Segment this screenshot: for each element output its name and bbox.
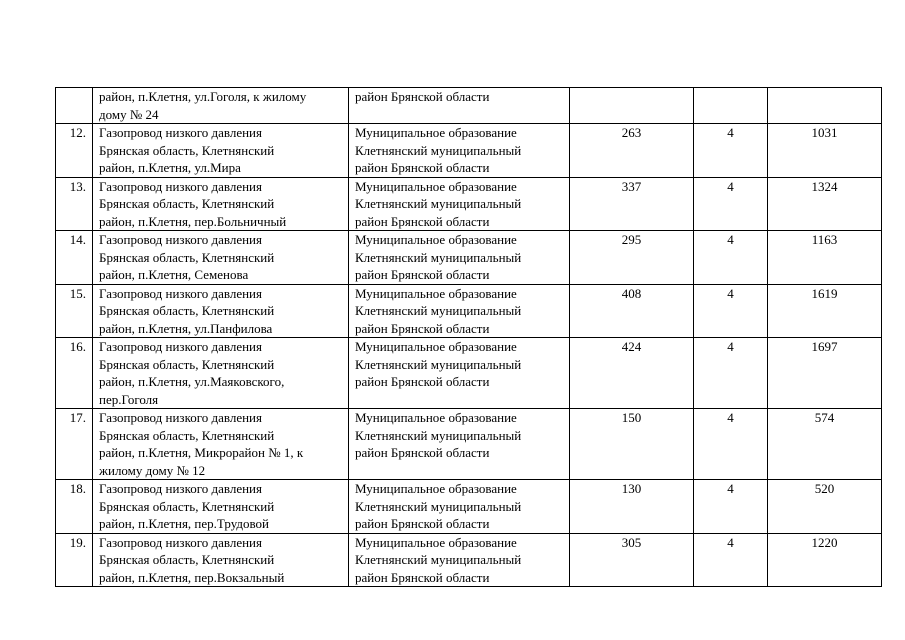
object-name-line: Брянская область, Клетнянский (99, 142, 275, 158)
value-cell: 574 (768, 409, 882, 480)
object-name-line: Газопровод низкого давления (99, 481, 262, 496)
row-number: 19. (56, 533, 93, 587)
owner-line: Муниципальное образование (355, 285, 517, 301)
owner-line: Клетнянский муниципальный (355, 356, 522, 372)
object-name-line: район, п.Клетня, ул.Мира (99, 160, 241, 175)
object-name-line: Брянская область, Клетнянский (99, 196, 275, 211)
diameter-cell: 4 (694, 480, 768, 534)
value-cell: 1697 (768, 338, 882, 409)
length-cell: 263 (570, 124, 694, 178)
diameter-cell: 4 (694, 124, 768, 178)
length-cell (570, 88, 694, 124)
owner-line: Клетнянский муниципальный (355, 249, 522, 265)
object-name-line: Газопровод низкого давления (99, 232, 262, 247)
gas-pipeline-table (55, 87, 882, 587)
table-row (56, 177, 882, 231)
object-name-cell (93, 177, 349, 231)
value-cell: 520 (768, 480, 882, 534)
value-cell (768, 88, 882, 124)
diameter-cell: 4 (694, 409, 768, 480)
table-row (56, 284, 882, 338)
value-cell: 1220 (768, 533, 882, 587)
object-name-cell (93, 124, 349, 178)
object-name-line: Газопровод низкого давления (99, 178, 262, 194)
object-name-line: Газопровод низкого давления (99, 410, 262, 425)
owner-line: Клетнянский муниципальный (355, 303, 522, 318)
owner-cell (349, 231, 570, 285)
owner-cell (349, 409, 570, 480)
value-cell: 1163 (768, 231, 882, 285)
diameter-cell (694, 88, 768, 124)
owner-line: район Брянской области (355, 89, 490, 104)
owner-line: Клетнянский муниципальный (355, 142, 522, 158)
owner-line: Муниципальное образование (355, 481, 517, 496)
object-name-line: район, п.Клетня, Микрорайон № 1, к (99, 445, 304, 460)
object-name-line: Газопровод низкого давления (99, 534, 262, 550)
owner-line: Клетнянский муниципальный (355, 552, 522, 567)
table-row (56, 231, 882, 285)
diameter-cell: 4 (694, 338, 768, 409)
table-row (56, 338, 882, 409)
object-name-line: жилому дому № 12 (99, 462, 206, 478)
owner-line: район Брянской области (355, 569, 490, 585)
value-cell: 1619 (768, 284, 882, 338)
object-name-line: дому № 24 (99, 106, 159, 122)
diameter-cell: 4 (694, 177, 768, 231)
table-body (56, 88, 882, 587)
object-name-cell (93, 231, 349, 285)
row-number: 13. (56, 177, 93, 231)
diameter-cell: 4 (694, 284, 768, 338)
row-number: 12. (56, 124, 93, 178)
row-number: 17. (56, 409, 93, 480)
length-cell: 337 (570, 177, 694, 231)
value-cell: 1324 (768, 177, 882, 231)
length-cell: 305 (570, 533, 694, 587)
owner-line: район Брянской области (355, 213, 490, 229)
owner-line: Муниципальное образование (355, 125, 517, 140)
table-row (56, 88, 882, 124)
object-name-line: район, п.Клетня, ул.Гоголя, к жилому (99, 89, 307, 104)
object-name-cell (93, 338, 349, 409)
diameter-cell: 4 (694, 533, 768, 587)
row-number: 18. (56, 480, 93, 534)
object-name-line: район, п.Клетня, Семенова (99, 267, 249, 282)
row-number: 16. (56, 338, 93, 409)
object-name-cell (93, 480, 349, 534)
object-name-line: район, п.Клетня, ул.Панфилова (99, 320, 273, 336)
object-name-line: Газопровод низкого давления (99, 125, 262, 140)
owner-line: район Брянской области (355, 445, 490, 460)
object-name-line: пер.Гоголя (99, 391, 159, 407)
owner-line: Клетнянский муниципальный (355, 427, 522, 443)
owner-line: Муниципальное образование (355, 178, 517, 194)
owner-cell (349, 480, 570, 534)
owner-line: район Брянской области (355, 374, 490, 389)
object-name-line: Газопровод низкого давления (99, 339, 262, 354)
length-cell: 295 (570, 231, 694, 285)
owner-line: Клетнянский муниципальный (355, 196, 522, 211)
object-name-line: район, п.Клетня, пер.Вокзальный (99, 569, 285, 585)
length-cell: 130 (570, 480, 694, 534)
object-name-line: район, п.Клетня, ул.Маяковского, (99, 374, 285, 389)
object-name-line: Газопровод низкого давления (99, 285, 262, 301)
object-name-line: Брянская область, Клетнянский (99, 356, 275, 372)
owner-cell (349, 177, 570, 231)
owner-cell (349, 124, 570, 178)
table-row (56, 480, 882, 534)
owner-cell (349, 284, 570, 338)
table-row (56, 124, 882, 178)
row-number: 14. (56, 231, 93, 285)
owner-line: Муниципальное образование (355, 339, 517, 354)
owner-line: Муниципальное образование (355, 232, 517, 247)
length-cell: 150 (570, 409, 694, 480)
owner-line: район Брянской области (355, 516, 490, 531)
owner-line: Муниципальное образование (355, 410, 517, 425)
owner-line: район Брянской области (355, 267, 490, 282)
object-name-line: Брянская область, Клетнянский (99, 552, 275, 567)
diameter-cell: 4 (694, 231, 768, 285)
object-name-line: Брянская область, Клетнянский (99, 498, 275, 514)
owner-line: район Брянской области (355, 160, 490, 175)
table-row (56, 533, 882, 587)
object-name-cell (93, 409, 349, 480)
object-name-cell (93, 88, 349, 124)
owner-line: район Брянской области (355, 320, 490, 336)
table-row (56, 409, 882, 480)
object-name-line: Брянская область, Клетнянский (99, 427, 275, 443)
row-number: 15. (56, 284, 93, 338)
length-cell: 424 (570, 338, 694, 409)
object-name-line: Брянская область, Клетнянский (99, 303, 275, 318)
row-number (56, 88, 93, 124)
object-name-line: район, п.Клетня, пер.Больничный (99, 213, 287, 229)
object-name-cell (93, 533, 349, 587)
object-name-cell (93, 284, 349, 338)
object-name-line: Брянская область, Клетнянский (99, 249, 275, 265)
owner-line: Муниципальное образование (355, 534, 517, 550)
owner-cell (349, 533, 570, 587)
object-name-line: район, п.Клетня, пер.Трудовой (99, 516, 269, 531)
owner-line: Клетнянский муниципальный (355, 498, 522, 514)
owner-cell (349, 338, 570, 409)
owner-cell (349, 88, 570, 124)
value-cell: 1031 (768, 124, 882, 178)
length-cell: 408 (570, 284, 694, 338)
